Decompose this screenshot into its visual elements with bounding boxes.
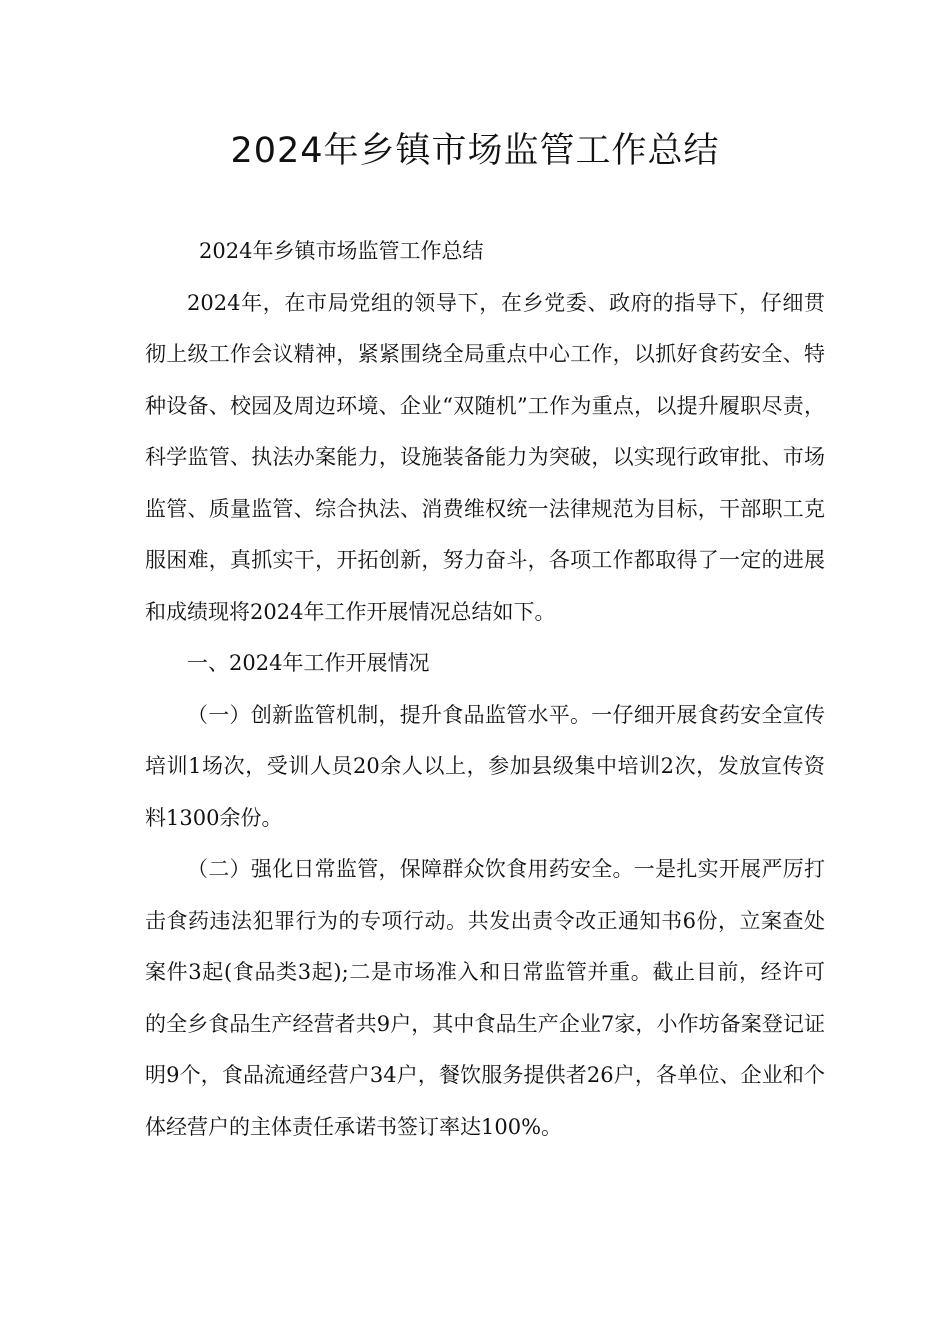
- paragraph-section-1-1: （一）创新监管机制，提升食品监管水平。一仔细开展食药安全宣传培训1场次，受训人员20余人以上，参加县级集中培训2次，发放宣传资料1300余份。: [145, 702, 825, 830]
- document-body: [145, 226, 825, 1153]
- paragraph-section-1-2: （二）强化日常监管，保障群众饮食用药安全。一是扎实开展严厉打击食药违法犯罪行为的专项行动。共发出责令改正通知书6份，立案查处案件3起(食品类3起);二是市场准入和日常监管并重。截止目前，经许可的全乡食品生产经营者共9户，其中食品生产企业7家，小作坊备案登记证明9个，食品流通经营户34户，餐饮服务提供者26户，各单位、企业和个体经营户的主体责任承诺书签订率达100%。: [145, 857, 825, 1139]
- paragraph-intro: 2024年，在市局党组的领导下，在乡党委、政府的指导下，仔细贯彻上级工作会议精神，紧紧围绕全局重点中心工作，以抓好食药安全、特种设备、校园及周边环境、企业“双随机”工作为重点，以提升履职尽责，科学监管、执法办案能力，设施装备能力为突破，以实现行政审批、市场监管、质量监管、综合执法、消费维权统一法律规范为目标，干部职工克服困难，真抓实干，开拓创新，努力奋斗，各项工作都取得了一定的进展和成绩现将2024年工作开展情况总结如下。: [145, 290, 825, 624]
- document-subtitle: 2024年乡镇市场监管工作总结: [199, 239, 484, 263]
- document-title: 2024年乡镇市场监管工作总结: [230, 131, 720, 171]
- section-heading-1: 一、2024年工作开展情况: [187, 651, 430, 675]
